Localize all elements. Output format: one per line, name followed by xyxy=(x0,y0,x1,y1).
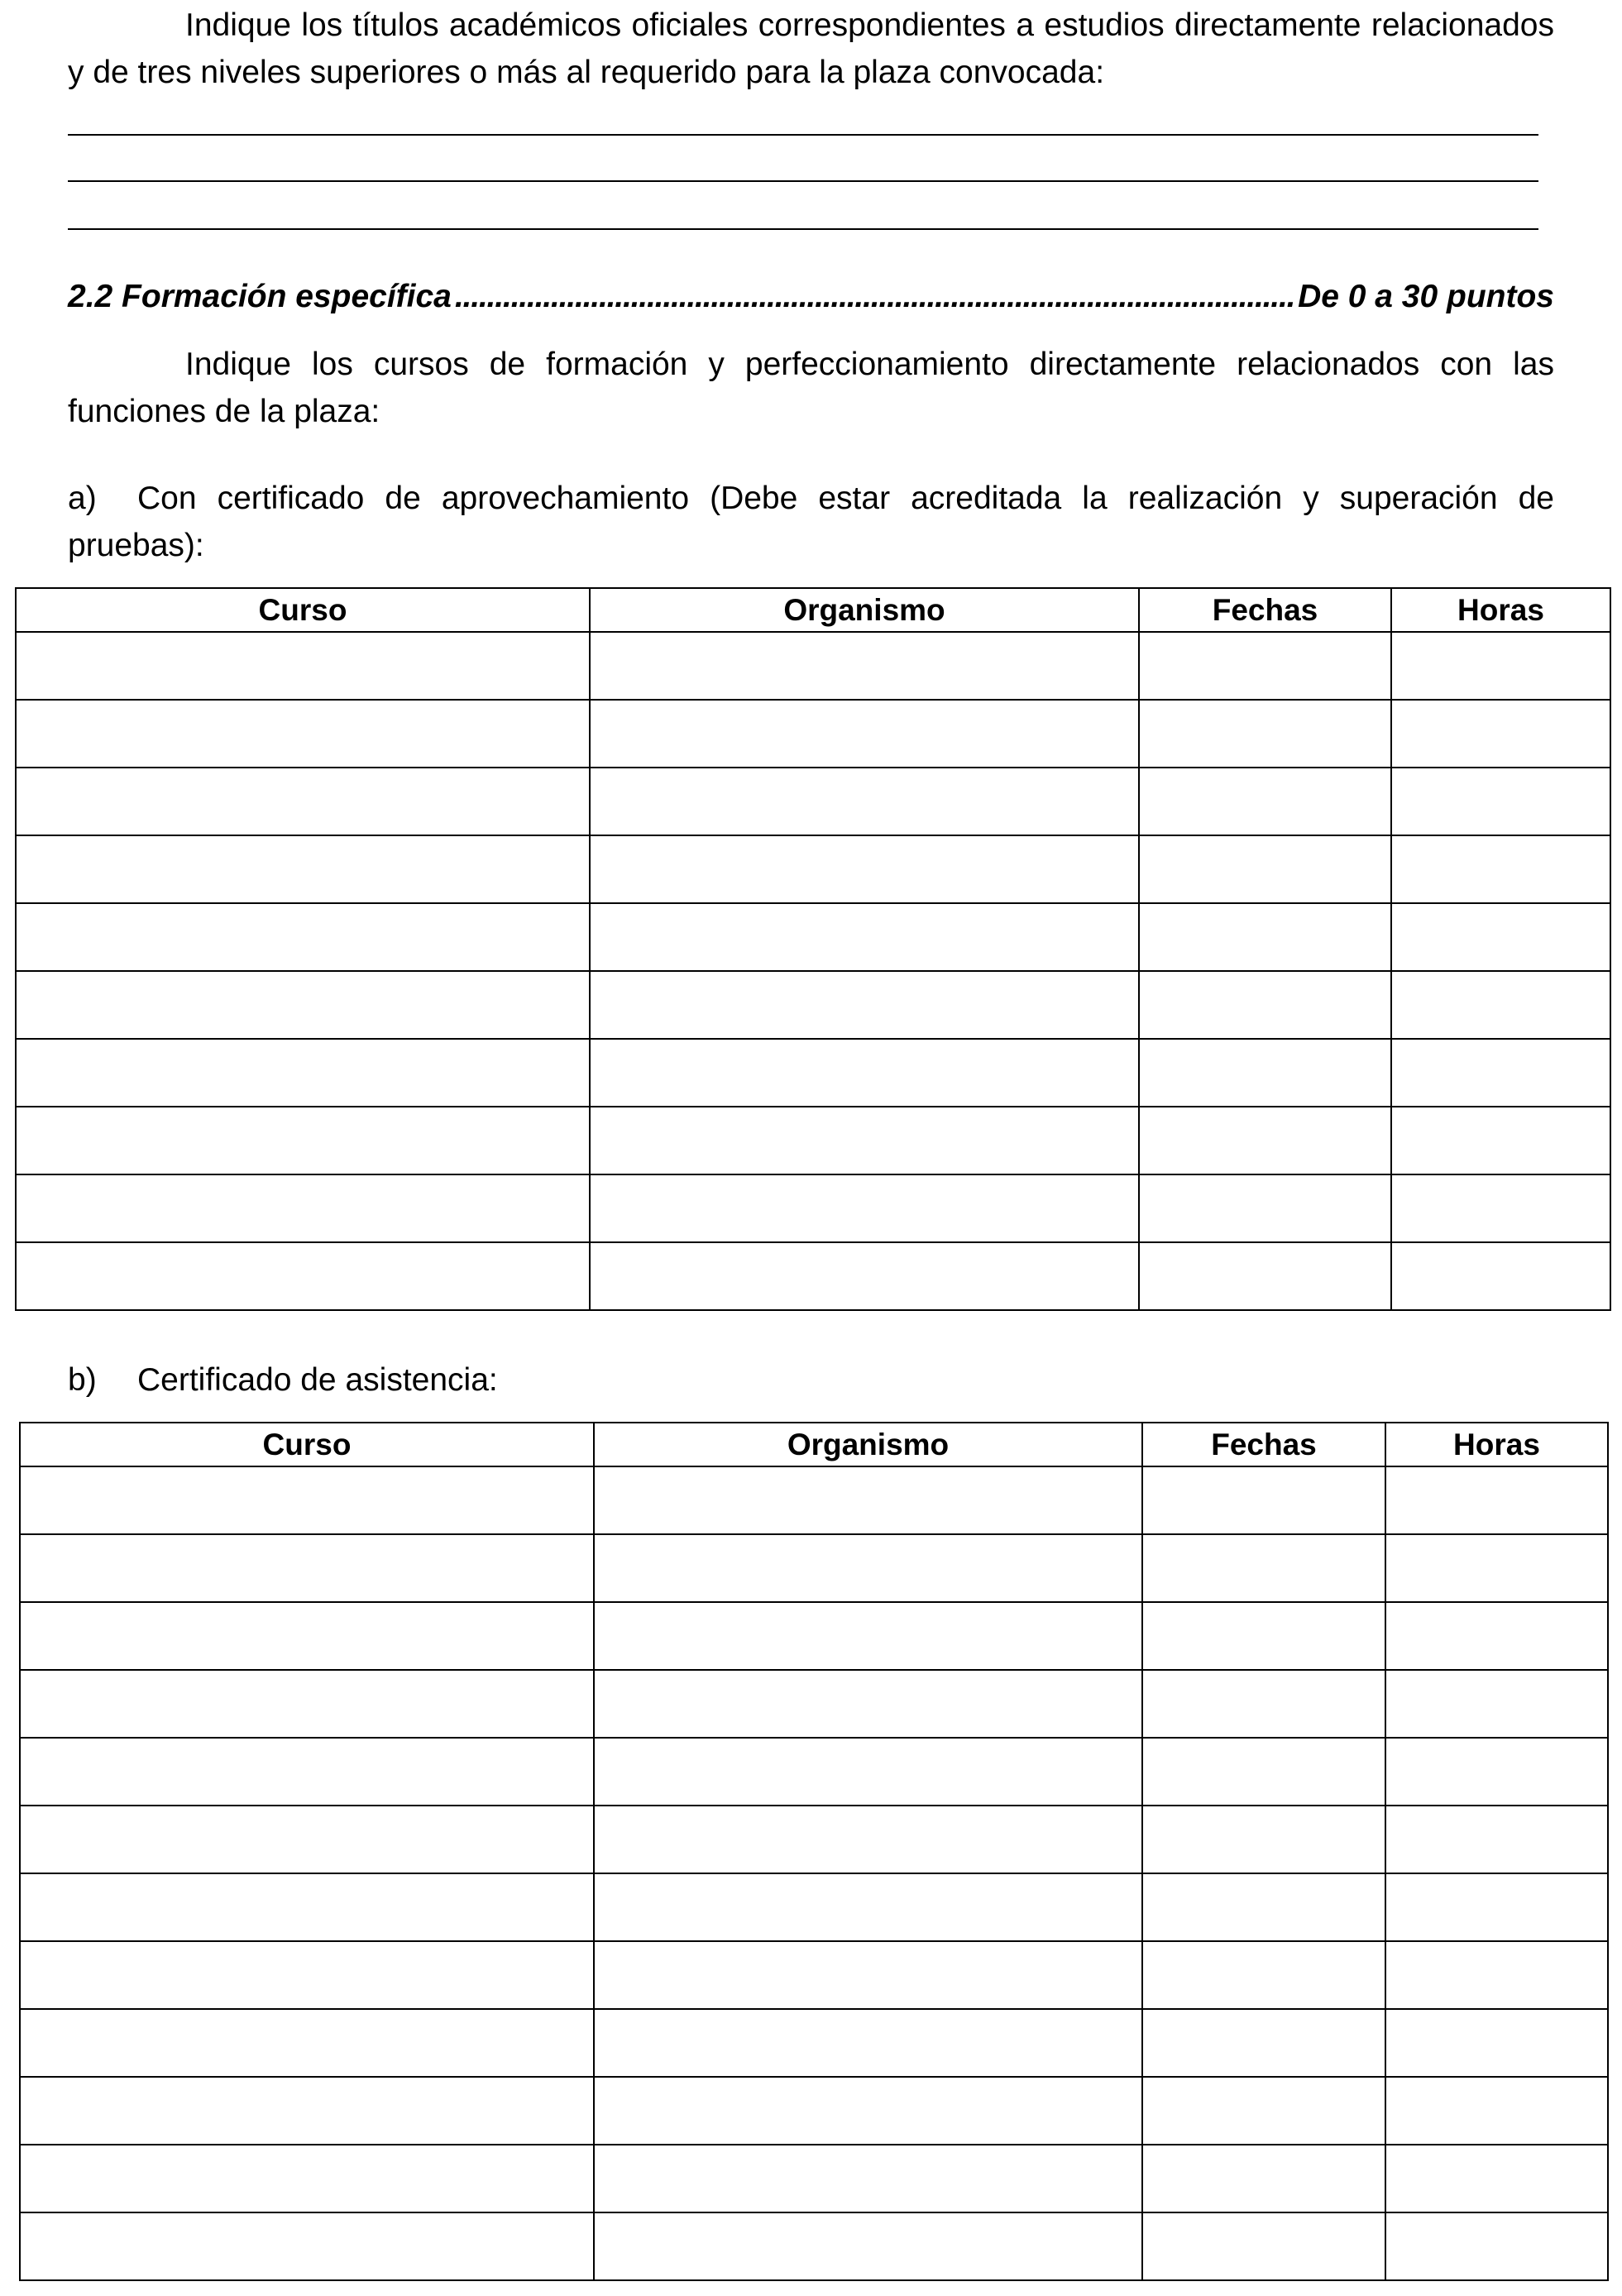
cell-organismo[interactable] xyxy=(594,2212,1142,2280)
cell-organismo[interactable] xyxy=(590,903,1139,971)
cell-curso[interactable] xyxy=(16,971,590,1039)
cell-horas[interactable] xyxy=(1391,835,1610,903)
cell-horas[interactable] xyxy=(1391,971,1610,1039)
cell-horas[interactable] xyxy=(1391,1242,1610,1310)
section-description: Indique los cursos de formación y perfeccionamiento directamente relacionados con las funciones de la plaza: xyxy=(68,347,1554,429)
cell-fechas[interactable] xyxy=(1139,1242,1391,1310)
cell-curso[interactable] xyxy=(20,1738,594,1806)
part-a-text: Con certificado de aprovechamiento (Debe estar acreditada la realización y superación de pruebas): xyxy=(68,481,1554,563)
cell-horas[interactable] xyxy=(1391,1107,1610,1174)
cell-fechas[interactable] xyxy=(1142,1738,1385,1806)
cell-fechas[interactable] xyxy=(1142,2009,1385,2077)
table-row xyxy=(20,1941,1608,2009)
cell-curso[interactable] xyxy=(16,1107,590,1174)
table-row xyxy=(16,971,1610,1039)
table-row xyxy=(20,2145,1608,2212)
cell-organismo[interactable] xyxy=(594,2077,1142,2145)
cell-organismo[interactable] xyxy=(590,1039,1139,1107)
section-points: De 0 a 30 puntos xyxy=(1298,279,1554,314)
cell-organismo[interactable] xyxy=(590,632,1139,700)
cell-horas[interactable] xyxy=(1385,2077,1608,2145)
section-heading xyxy=(68,273,1554,320)
intro-text: Indique los títulos académicos oficiales correspondientes a estudios directamente relacionados y de tres niveles superiores o más al requerido para la plaza convocada: xyxy=(68,7,1554,90)
cell-curso[interactable] xyxy=(20,1941,594,2009)
cell-fechas[interactable] xyxy=(1142,2145,1385,2212)
table-header-row xyxy=(16,588,1610,632)
table-row xyxy=(20,1806,1608,1873)
cell-curso[interactable] xyxy=(20,1466,594,1534)
cell-horas[interactable] xyxy=(1391,1039,1610,1107)
table-row xyxy=(16,632,1610,700)
answer-line-1[interactable] xyxy=(68,134,1538,136)
cell-curso[interactable] xyxy=(16,632,590,700)
cell-horas[interactable] xyxy=(1385,1806,1608,1873)
cell-horas[interactable] xyxy=(1391,903,1610,971)
table-row xyxy=(16,1174,1610,1242)
cell-organismo[interactable] xyxy=(594,1670,1142,1738)
table-certificado-aprovechamiento xyxy=(15,587,1611,1311)
cell-fechas[interactable] xyxy=(1139,835,1391,903)
cell-organismo[interactable] xyxy=(594,1738,1142,1806)
cell-organismo[interactable] xyxy=(594,1602,1142,1670)
cell-curso[interactable] xyxy=(20,2077,594,2145)
cell-curso[interactable] xyxy=(16,835,590,903)
cell-horas[interactable] xyxy=(1385,1466,1608,1534)
cell-organismo[interactable] xyxy=(590,1174,1139,1242)
cell-curso[interactable] xyxy=(20,2145,594,2212)
column-header-fechas: Fechas xyxy=(1142,1423,1385,1466)
cell-fechas[interactable] xyxy=(1142,1941,1385,2009)
cell-fechas[interactable] xyxy=(1142,2212,1385,2280)
cell-organismo[interactable] xyxy=(590,1107,1139,1174)
table-row xyxy=(16,768,1610,835)
cell-fechas[interactable] xyxy=(1139,903,1391,971)
cell-fechas[interactable] xyxy=(1139,1174,1391,1242)
cell-fechas[interactable] xyxy=(1142,1670,1385,1738)
answer-line-3[interactable] xyxy=(68,228,1538,230)
cell-curso[interactable] xyxy=(16,1039,590,1107)
column-header-fechas: Fechas xyxy=(1139,588,1391,632)
cell-fechas[interactable] xyxy=(1139,632,1391,700)
cell-horas[interactable] xyxy=(1385,1873,1608,1941)
cell-curso[interactable] xyxy=(16,768,590,835)
column-header-organismo: Organismo xyxy=(594,1423,1142,1466)
cell-organismo[interactable] xyxy=(590,971,1139,1039)
column-header-curso: Curso xyxy=(16,588,590,632)
cell-horas[interactable] xyxy=(1385,1941,1608,2009)
cell-organismo[interactable] xyxy=(590,700,1139,768)
table-b-body xyxy=(20,1466,1608,2280)
cell-horas[interactable] xyxy=(1385,1738,1608,1806)
cell-fechas[interactable] xyxy=(1142,1534,1385,1602)
cell-fechas[interactable] xyxy=(1139,1107,1391,1174)
table-row xyxy=(20,2009,1608,2077)
cell-organismo[interactable] xyxy=(594,2145,1142,2212)
cell-organismo[interactable] xyxy=(594,1534,1142,1602)
column-header-horas: Horas xyxy=(1385,1423,1608,1466)
table-certificado-asistencia xyxy=(19,1422,1609,2281)
cell-curso[interactable] xyxy=(20,1602,594,1670)
cell-horas[interactable] xyxy=(1391,768,1610,835)
table-row xyxy=(20,1873,1608,1941)
cell-curso[interactable] xyxy=(20,1670,594,1738)
cell-horas[interactable] xyxy=(1391,700,1610,768)
cell-fechas[interactable] xyxy=(1139,1039,1391,1107)
table-row xyxy=(20,2077,1608,2145)
cell-horas[interactable] xyxy=(1385,2145,1608,2212)
table-header-row xyxy=(20,1423,1608,1466)
cell-horas[interactable] xyxy=(1385,2212,1608,2280)
answer-line-2[interactable] xyxy=(68,180,1538,182)
cell-curso[interactable] xyxy=(20,1806,594,1873)
table-a-body xyxy=(16,632,1610,1310)
part-a-mark: a) xyxy=(68,481,97,516)
table-row xyxy=(16,1242,1610,1310)
column-header-organismo: Organismo xyxy=(590,588,1139,632)
cell-curso[interactable] xyxy=(20,1534,594,1602)
cell-fechas[interactable] xyxy=(1142,1602,1385,1670)
table-row xyxy=(16,1039,1610,1107)
cell-organismo[interactable] xyxy=(594,1466,1142,1534)
cell-horas[interactable] xyxy=(1385,1670,1608,1738)
cell-curso[interactable] xyxy=(16,1174,590,1242)
table-row xyxy=(20,1602,1608,1670)
cell-organismo[interactable] xyxy=(590,768,1139,835)
cell-fechas[interactable] xyxy=(1142,2077,1385,2145)
cell-horas[interactable] xyxy=(1391,1174,1610,1242)
cell-organismo[interactable] xyxy=(594,1941,1142,2009)
table-row xyxy=(16,903,1610,971)
cell-curso[interactable] xyxy=(20,2009,594,2077)
section-title: 2.2 Formación específica xyxy=(68,279,452,314)
cell-fechas[interactable] xyxy=(1139,971,1391,1039)
cell-curso[interactable] xyxy=(16,700,590,768)
cell-horas[interactable] xyxy=(1391,632,1610,700)
table-row xyxy=(16,1107,1610,1174)
cell-organismo[interactable] xyxy=(594,2009,1142,2077)
cell-fechas[interactable] xyxy=(1142,1806,1385,1873)
cell-curso[interactable] xyxy=(20,2212,594,2280)
cell-organismo[interactable] xyxy=(590,1242,1139,1310)
cell-organismo[interactable] xyxy=(594,1806,1142,1873)
cell-horas[interactable] xyxy=(1385,2009,1608,2077)
part-b-text: Certificado de asistencia: xyxy=(137,1362,498,1398)
cell-fechas[interactable] xyxy=(1139,700,1391,768)
column-header-curso: Curso xyxy=(20,1423,594,1466)
column-header-horas: Horas xyxy=(1391,588,1610,632)
table-row xyxy=(20,2212,1608,2280)
table-row xyxy=(20,1670,1608,1738)
cell-fechas[interactable] xyxy=(1142,1873,1385,1941)
part-a-label xyxy=(68,475,1554,569)
cell-horas[interactable] xyxy=(1385,1534,1608,1602)
table-row xyxy=(16,835,1610,903)
part-b-label xyxy=(68,1356,498,1404)
cell-horas[interactable] xyxy=(1385,1602,1608,1670)
table-row xyxy=(20,1534,1608,1602)
cell-organismo[interactable] xyxy=(590,835,1139,903)
table-row xyxy=(20,1738,1608,1806)
cell-organismo[interactable] xyxy=(594,1873,1142,1941)
cell-curso[interactable] xyxy=(20,1873,594,1941)
cell-fechas[interactable] xyxy=(1139,768,1391,835)
dot-leader xyxy=(455,273,1294,320)
cell-curso[interactable] xyxy=(16,903,590,971)
cell-curso[interactable] xyxy=(16,1242,590,1310)
cell-fechas[interactable] xyxy=(1142,1466,1385,1534)
table-row xyxy=(20,1466,1608,1534)
part-b-mark: b) xyxy=(68,1362,97,1398)
table-row xyxy=(16,700,1610,768)
